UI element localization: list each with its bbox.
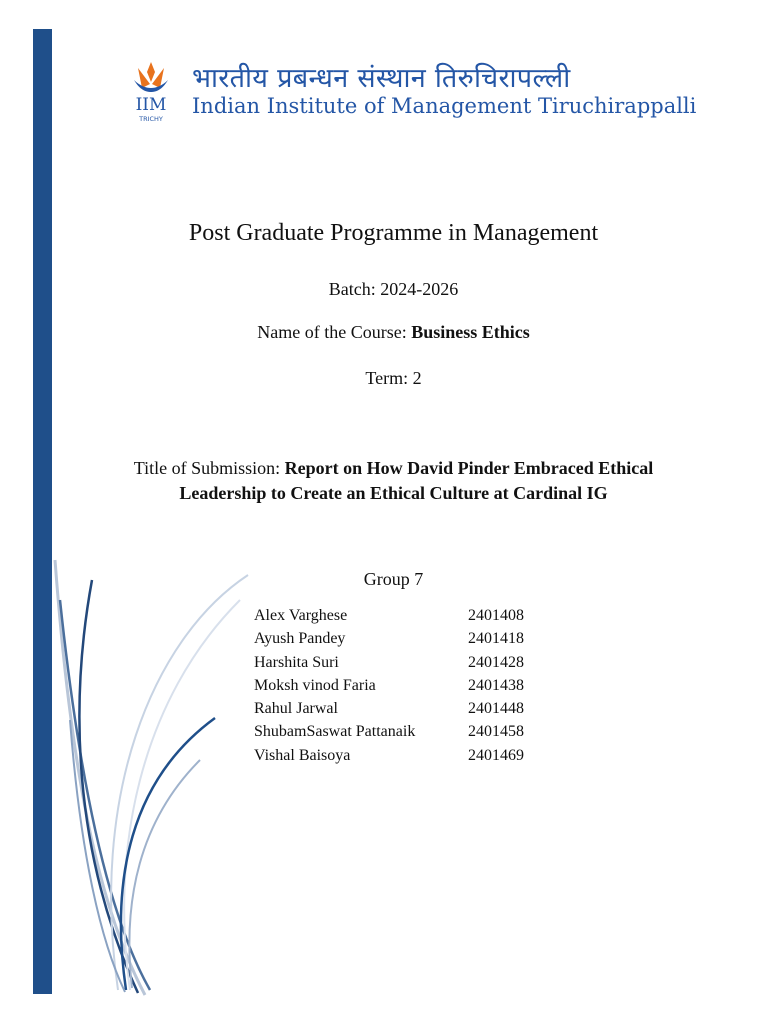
- course-line: [0, 322, 768, 343]
- iim-trichy-logo: [128, 58, 174, 126]
- batch-line: [0, 279, 768, 300]
- member-name: ShubamSaswat Pattanaik: [254, 723, 416, 741]
- programme-title: Post Graduate Programme in Management: [188, 220, 599, 246]
- member-id: 2401418: [468, 630, 524, 648]
- member-name: Moksh vinod Faria: [254, 676, 376, 694]
- submission-title: [0, 456, 768, 506]
- member-id: 2401428: [468, 653, 524, 671]
- member-name: Alex Varghese: [254, 607, 348, 624]
- batch-value: 2024-2026: [380, 279, 459, 299]
- submission-title-part-2: Leadership to Create an Ethical Culture at Cardinal IG: [179, 483, 608, 503]
- member-row: [254, 720, 554, 743]
- member-row: [254, 651, 554, 674]
- term-label: Term:: [365, 368, 413, 388]
- member-row: [254, 744, 554, 767]
- institute-header: [128, 58, 697, 128]
- member-name: Harshita Suri: [254, 653, 339, 671]
- member-id: 2401458: [468, 723, 524, 741]
- member-row: [254, 697, 554, 720]
- svg-text:IIM: IIM: [135, 95, 167, 115]
- member-id: 2401448: [468, 700, 524, 718]
- course-value: Business Ethics: [411, 322, 530, 342]
- member-list: [254, 604, 554, 767]
- svg-text:TRICHY: TRICHY: [139, 115, 163, 123]
- member-id: 2401408: [468, 607, 524, 624]
- member-name: Vishal Baisoya: [254, 746, 351, 764]
- submission-title-line-1: [0, 456, 768, 481]
- term-line: [0, 368, 768, 389]
- course-label: Name of the Course:: [257, 322, 412, 342]
- member-name: Rahul Jarwal: [254, 700, 338, 718]
- member-row: [254, 604, 554, 627]
- institute-name-hindi: भारतीय प्रबन्धन संस्थान तिरुचिरापल्ली: [192, 63, 571, 94]
- institute-name-english: Indian Institute of Management Tiruchirappalli: [192, 94, 697, 118]
- member-id: 2401438: [468, 676, 524, 694]
- submission-title-part-1: Report on How David Pinder Embraced Ethical: [284, 458, 654, 478]
- member-row: [254, 674, 554, 697]
- term-value: 2: [412, 368, 422, 388]
- member-name: Ayush Pandey: [254, 630, 346, 648]
- batch-label: Batch:: [328, 279, 381, 299]
- member-id: 2401469: [468, 746, 524, 764]
- group-label: Group 7: [363, 569, 424, 589]
- member-row: [254, 627, 554, 650]
- submission-label: Title of Submission:: [133, 458, 285, 478]
- submission-title-line-2: [0, 481, 768, 506]
- left-accent-bar: [33, 29, 52, 994]
